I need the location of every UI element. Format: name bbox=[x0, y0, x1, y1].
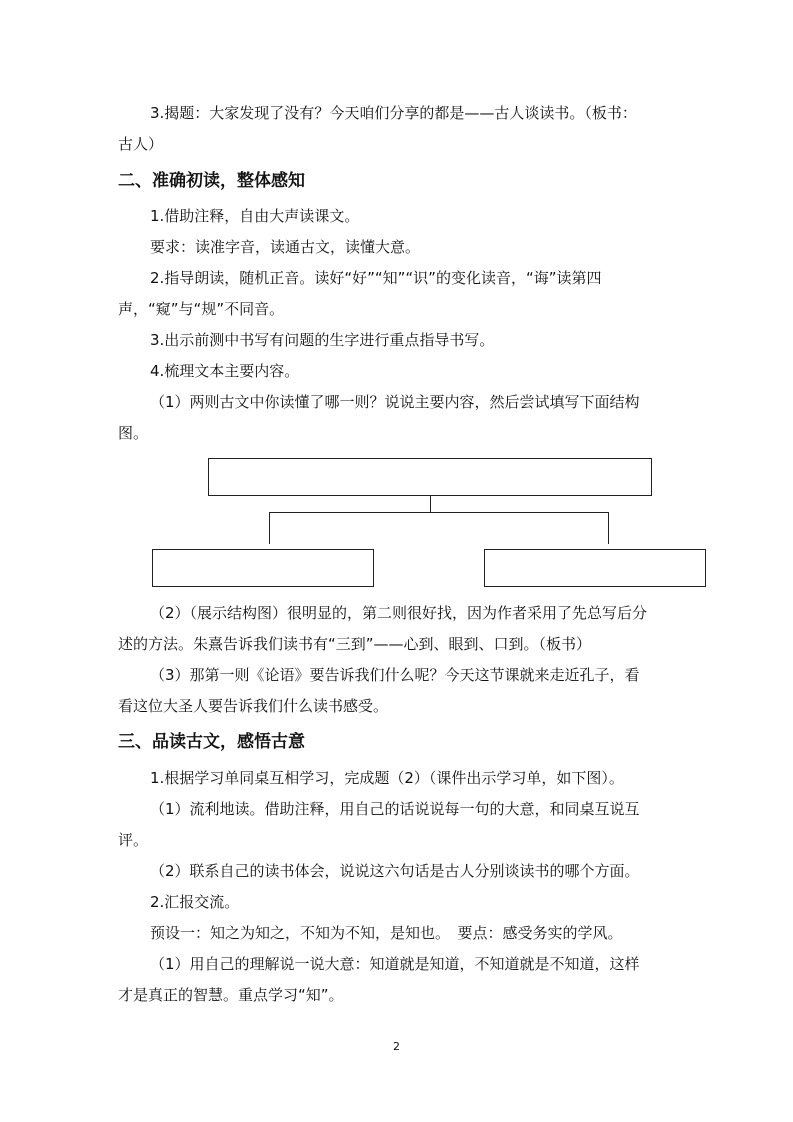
section3-item1: 1.根据学习单同桌互相学习，完成题（2）（课件出示学习单，如下图）。 bbox=[150, 769, 624, 787]
section3-preset1-sub-line2: 才是真正的智慧。重点学习“知”。 bbox=[118, 986, 344, 1004]
diagram-left-box bbox=[152, 549, 374, 587]
section2-item2-line2: 声，“窥”与“规”不同音。 bbox=[118, 300, 285, 318]
section3-item2: 2.汇报交流。 bbox=[150, 893, 240, 911]
diagram-top-box bbox=[208, 458, 652, 496]
intro-item3-line1: 3.揭题：大家发现了没有？今天咱们分享的都是——古人谈读书。（板书： bbox=[150, 104, 637, 122]
section2-sub3-line1: （3）那第一则《论语》要告诉我们什么呢？今天这节课就来走近孔子，看 bbox=[150, 666, 640, 684]
diagram-connector-right bbox=[608, 512, 609, 544]
page-number: 2 bbox=[393, 1040, 400, 1053]
section3-sub1-line2: 评。 bbox=[118, 831, 149, 849]
section2-sub2-line2: 述的方法。朱熹告诉我们读书有“三到”——心到、眼到、口到。（板书） bbox=[118, 635, 592, 653]
section2-item4: 4.梳理文本主要内容。 bbox=[150, 362, 300, 380]
section2-sub1-line2: 图。 bbox=[118, 424, 149, 442]
diagram-connector-bar bbox=[269, 512, 608, 513]
diagram-right-box bbox=[484, 549, 706, 587]
section2-item3: 3.出示前测中书写有问题的生字进行重点指导书写。 bbox=[150, 331, 495, 349]
section2-item1: 1.借助注释，自由大声读课文。 bbox=[150, 207, 360, 225]
section2-sub1-line1: （1）两则古文中你读懂了哪一则？说说主要内容，然后尝试填写下面结构 bbox=[150, 393, 640, 411]
section2-sub2-line1: （2）（展示结构图）很明显的，第二则很好找，因为作者采用了先总写后分 bbox=[150, 604, 648, 622]
section3-preset1-sub-line1: （1）用自己的理解说一说大意：知道就是知道，不知道就是不知道，这样 bbox=[150, 955, 640, 973]
section2-heading: 二、准确初读，整体感知 bbox=[118, 171, 305, 191]
intro-item3-line2: 古人） bbox=[118, 135, 164, 153]
section2-item2-line1: 2.指导朗读，随机正音。读好“好”“知”“识”的变化读音，“诲”读第四 bbox=[150, 269, 602, 287]
section3-sub1-line1: （1）流利地读。借助注释，用自己的话说说每一句的大意，和同桌互说互 bbox=[150, 800, 640, 818]
section2-sub3-line2: 看这位大圣人要告诉我们什么读书感受。 bbox=[118, 697, 389, 715]
section3-preset1: 预设一：知之为知之，不知为不知，是知也。 要点：感受务实的学风。 bbox=[150, 924, 623, 942]
diagram-connector-stem bbox=[430, 495, 431, 512]
section3-heading: 三、品读古文，感悟古意 bbox=[118, 732, 305, 752]
diagram-connector-left bbox=[269, 512, 270, 544]
section2-requirement: 要求：读准字音，读通古文，读懂大意。 bbox=[150, 238, 421, 256]
section3-sub2: （2）联系自己的读书体会，说说这六句话是古人分别谈读书的哪个方面。 bbox=[150, 862, 640, 880]
